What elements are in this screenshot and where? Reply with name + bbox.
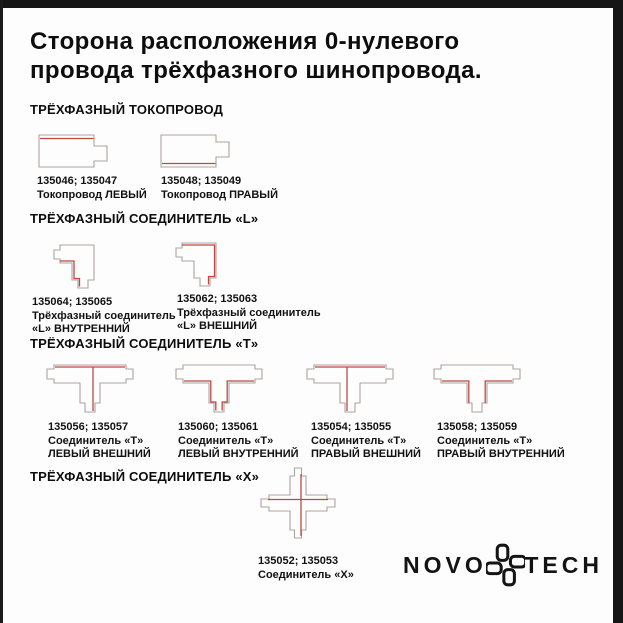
product-code: 135056; 135057 <box>48 421 129 433</box>
l-connector-outer-diagram <box>174 236 230 288</box>
product-name: «L» ВНЕШНИЙ <box>177 320 258 332</box>
product-label <box>437 421 565 462</box>
product-name: Соединитель «Т» <box>311 434 407 447</box>
product-label <box>311 421 421 462</box>
product-label <box>32 296 176 337</box>
x-connector-diagram <box>257 464 339 542</box>
page-border-left <box>0 0 3 623</box>
product-name: Соединитель «Т» <box>178 434 274 447</box>
logo-text-novo: NOVO <box>403 551 487 578</box>
product-code: 135046; 135047 <box>37 175 118 187</box>
l-connector-inner-diagram <box>52 238 108 290</box>
product-label <box>37 175 147 202</box>
page-border-top <box>0 0 623 8</box>
product-label <box>258 555 354 582</box>
product-label <box>161 175 278 202</box>
product-code: 135062; 135063 <box>177 293 258 305</box>
product-name: «L» ВНУТРЕННИЙ <box>32 323 130 335</box>
product-code: 135052; 135053 <box>258 555 339 567</box>
t-connector-right-outer-diagram <box>306 359 394 415</box>
section-heading-l-connector: ТРЁХФАЗНЫЙ СОЕДИНИТЕЛЬ «L» <box>30 211 259 226</box>
product-label <box>177 293 321 334</box>
product-name: ЛЕВЫЙ ВНЕШНИЙ <box>48 448 151 460</box>
t-connector-left-outer-diagram <box>46 359 134 415</box>
product-name: Токопровод ЛЕВЫЙ <box>37 188 147 201</box>
product-label <box>178 421 299 462</box>
page-title-line1: Сторона расположения 0-нулевого <box>30 28 460 55</box>
product-code: 135048; 135049 <box>161 175 242 187</box>
product-name: Соединитель «Т» <box>48 434 144 447</box>
product-name: Трёхфазный соединитель <box>32 309 176 322</box>
feed-left-diagram <box>38 131 108 171</box>
page-border-right <box>613 0 623 623</box>
product-name: Токопровод ПРАВЫЙ <box>161 188 278 201</box>
t-connector-right-inner-diagram <box>433 359 521 415</box>
page-title <box>30 27 605 85</box>
product-name: ПРАВЫЙ ВНУТРЕННИЙ <box>437 448 565 460</box>
product-code: 135064; 135065 <box>32 296 113 308</box>
product-code: 135054; 135055 <box>311 421 392 433</box>
product-name: Соединитель «Х» <box>258 568 354 581</box>
product-code: 135058; 135059 <box>437 421 518 433</box>
section-heading-t-connector: ТРЁХФАЗНЫЙ СОЕДИНИТЕЛЬ «Т» <box>30 336 259 351</box>
novotech-logo <box>403 534 603 596</box>
feed-right-diagram <box>160 131 230 171</box>
product-label <box>48 421 151 462</box>
product-name: ПРАВЫЙ ВНЕШНИЙ <box>311 448 421 460</box>
t-connector-left-inner-diagram <box>175 359 263 415</box>
novotech-clover-icon <box>486 535 526 595</box>
product-name: Трёхфазный соединитель <box>177 306 321 319</box>
product-name: ЛЕВЫЙ ВНУТРЕННИЙ <box>178 448 299 460</box>
logo-text-tech: TECH <box>524 551 603 578</box>
section-heading-feed: ТРЁХФАЗНЫЙ ТОКОПРОВОД <box>30 102 224 117</box>
section-heading-x-connector: ТРЁХФАЗНЫЙ СОЕДИНИТЕЛЬ «Х» <box>30 469 260 484</box>
product-name: Соединитель «Т» <box>437 434 533 447</box>
page-title-line2: провода трёхфазного шинопровода. <box>30 57 482 84</box>
product-code: 135060; 135061 <box>178 421 259 433</box>
